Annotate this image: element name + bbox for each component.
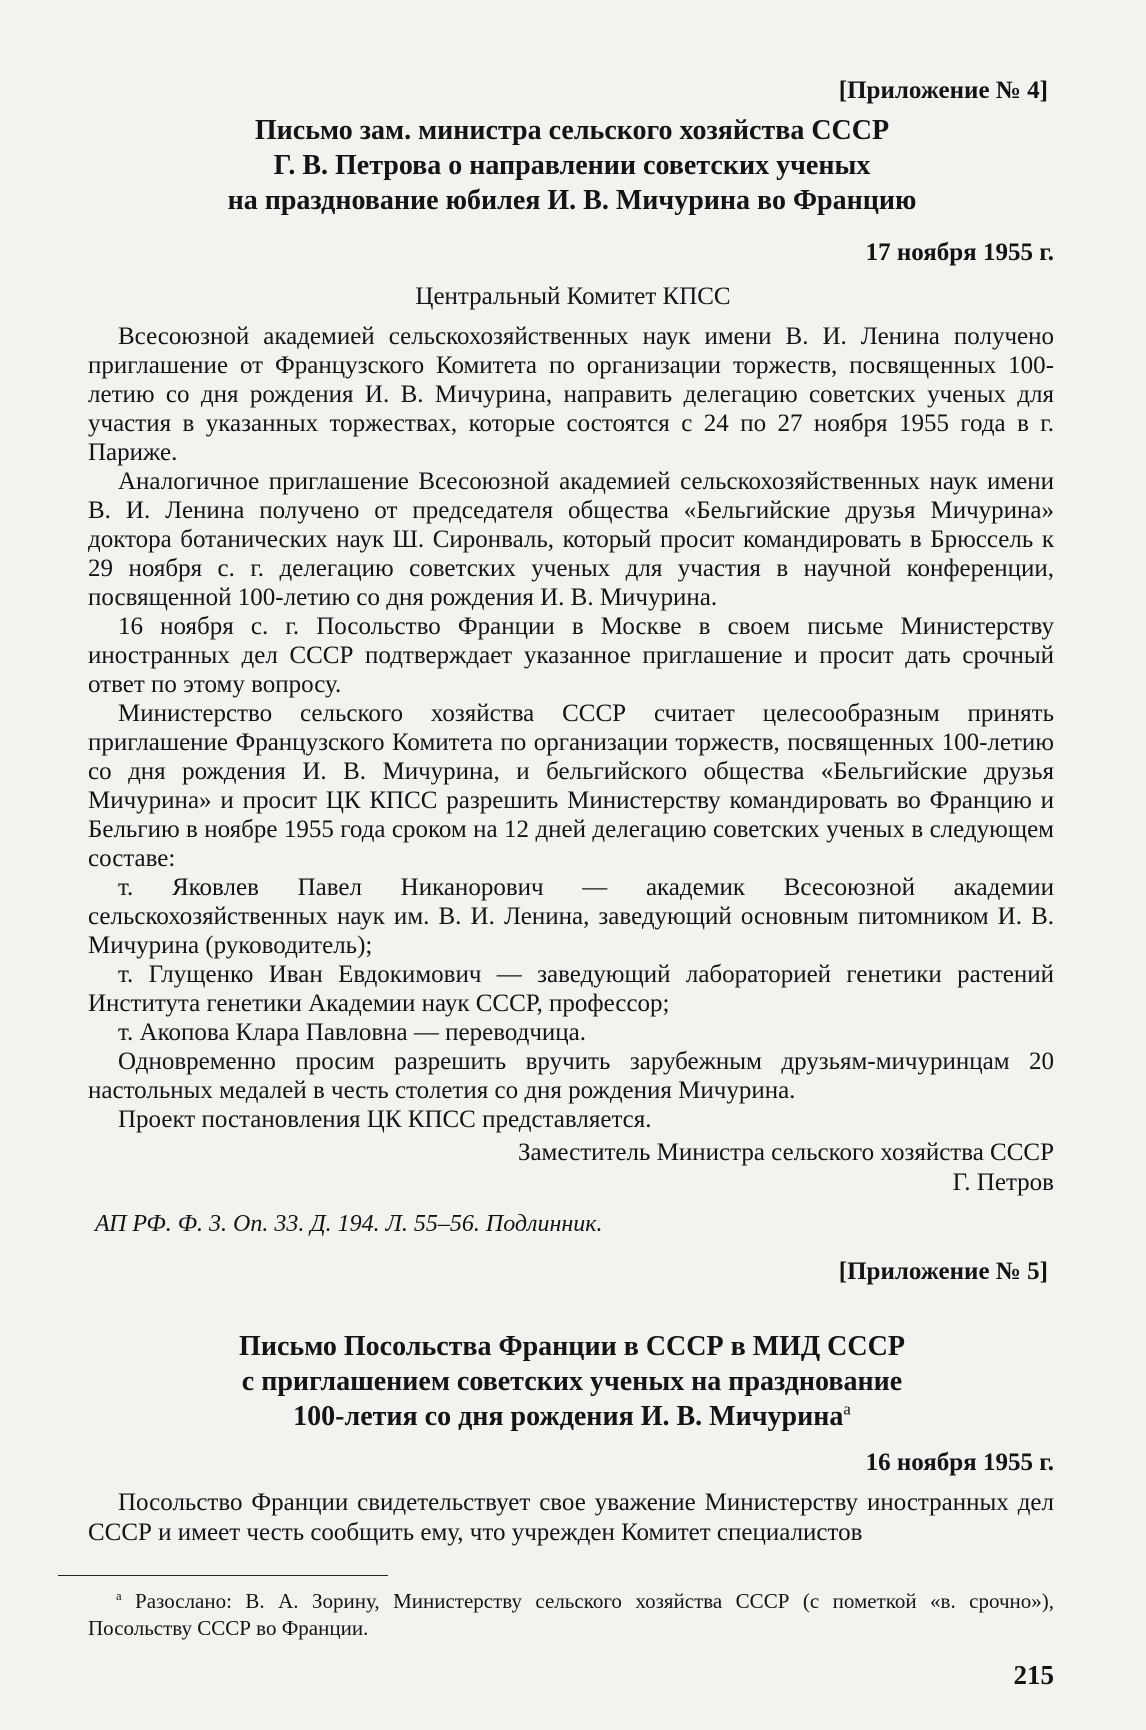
document-date: 16 ноября 1955 г. — [865, 1449, 1054, 1476]
paragraph: 16 ноября с. г. Посольство Франции в Москве в своем письме Министерству иностранных дел СССР подтверждает указанное приглашение и просит дать срочный ответ по этому вопросу. — [88, 613, 1054, 698]
paragraph: Аналогичное приглашение Всесоюзной академией сельскохозяйственных наук имени В. И. Ленина получено от председателя общества «Бельгийские друзья Мичурина» доктора ботанических наук Ш. Сиронваль, который просит командировать в Брюссель к 29 ноября с. г. делегацию советских ученых для участия в научной конференции, посвященной 100-летию со дня рождения И. В. Мичурина. — [88, 468, 1054, 611]
signature-name: Г. Петров — [952, 1169, 1054, 1196]
appendix-label: [Приложение № 4] — [838, 77, 1048, 104]
title-line: Письмо Посольства Франции в СССР в МИД СССР — [239, 1331, 905, 1362]
title-line — [90, 1399, 1054, 1434]
appendix-label: [Приложение № 5] — [838, 1258, 1048, 1285]
addressee: Центральный Комитет КПСС — [415, 283, 731, 310]
title-line: Г. В. Петрова о направлении советских ученых — [273, 150, 871, 181]
footnote-divider — [58, 1575, 388, 1576]
paragraph: т. Акопова Клара Павловна — переводчица. — [118, 1019, 587, 1046]
title-line: с приглашением советских ученых на празднование — [241, 1366, 903, 1397]
footnote-text: Разослано: В. А. Зорину, Министерству сельского хозяйства СССР (с пометкой «в. срочно»), Посольству СССР во Франции. — [88, 1589, 1054, 1640]
page-number: 215 — [1013, 1660, 1054, 1690]
paragraph: т. Яковлев Павел Никанорович — академик Всесоюзной академии сельскохозяйственных наук им. В. И. Ленина, заведующий основным питомником И. В. Мичурина (руководитель); — [88, 874, 1054, 959]
archive-source: АП РФ. Ф. 3. Оп. 33. Д. 194. Л. 55–56. Подлинник. — [95, 1211, 603, 1237]
title-line-text: 100-летия со дня рождения И. В. Мичурина — [293, 1401, 844, 1432]
document-title — [90, 113, 1054, 218]
title-line: Письмо зам. министра сельского хозяйства СССР — [254, 115, 890, 146]
footnote-marker: а — [843, 1399, 851, 1419]
paragraph: Министерство сельского хозяйства СССР считает целесообразным принять приглашение Французского Комитета по организации торжеств, посвященных 100-летию со дня рождения И. В. Мичурина, и бельгийского общества «Бельгийские друзья Мичурина» и просит ЦК КПСС разрешить Министерству командировать во Францию и Бельгию в ноябре 1955 года сроком на 12 дней делегацию советских ученых в следующем составе: — [88, 700, 1054, 872]
letter-body: Посольство Франции свидетельствует свое уважение Министерству иностранных дел СССР и имеет честь сообщить ему, что учрежден Комитет специалистов — [88, 1489, 1054, 1546]
paragraph: Одновременно просим разрешить вручить зарубежным друзьям-мичуринцам 20 настольных медалей в честь столетия со дня рождения Мичурина. — [88, 1048, 1054, 1104]
paragraph: т. Глущенко Иван Евдокимович — заведующий лабораторией генетики растений Института генетики Академии наук СССР, профессор; — [88, 961, 1054, 1017]
letter-body — [88, 322, 1054, 1134]
signature-title: Заместитель Министра сельского хозяйства СССР — [517, 1139, 1054, 1166]
paragraph: Проект постановления ЦК КПСС представляется. — [118, 1106, 652, 1133]
signature-block — [518, 1138, 1054, 1198]
footnote-marker: а — [116, 1589, 122, 1603]
paragraph: Всесоюзной академией сельскохозяйственных наук имени В. И. Ленина получено приглашение от Французского Комитета по организации торжеств, посвященных 100-летию со дня рождения И. В. Мичурина, направить делегацию советских ученых для участия в указанных торжествах, которые состоятся с 24 по 27 ноября 1955 года в г. Париже. — [88, 323, 1054, 466]
document-title — [90, 1329, 1054, 1434]
title-line: на празднование юбилея И. В. Мичурина во Францию — [227, 185, 917, 216]
document-date: 17 ноября 1955 г. — [865, 239, 1054, 266]
footnote — [88, 1588, 1054, 1642]
